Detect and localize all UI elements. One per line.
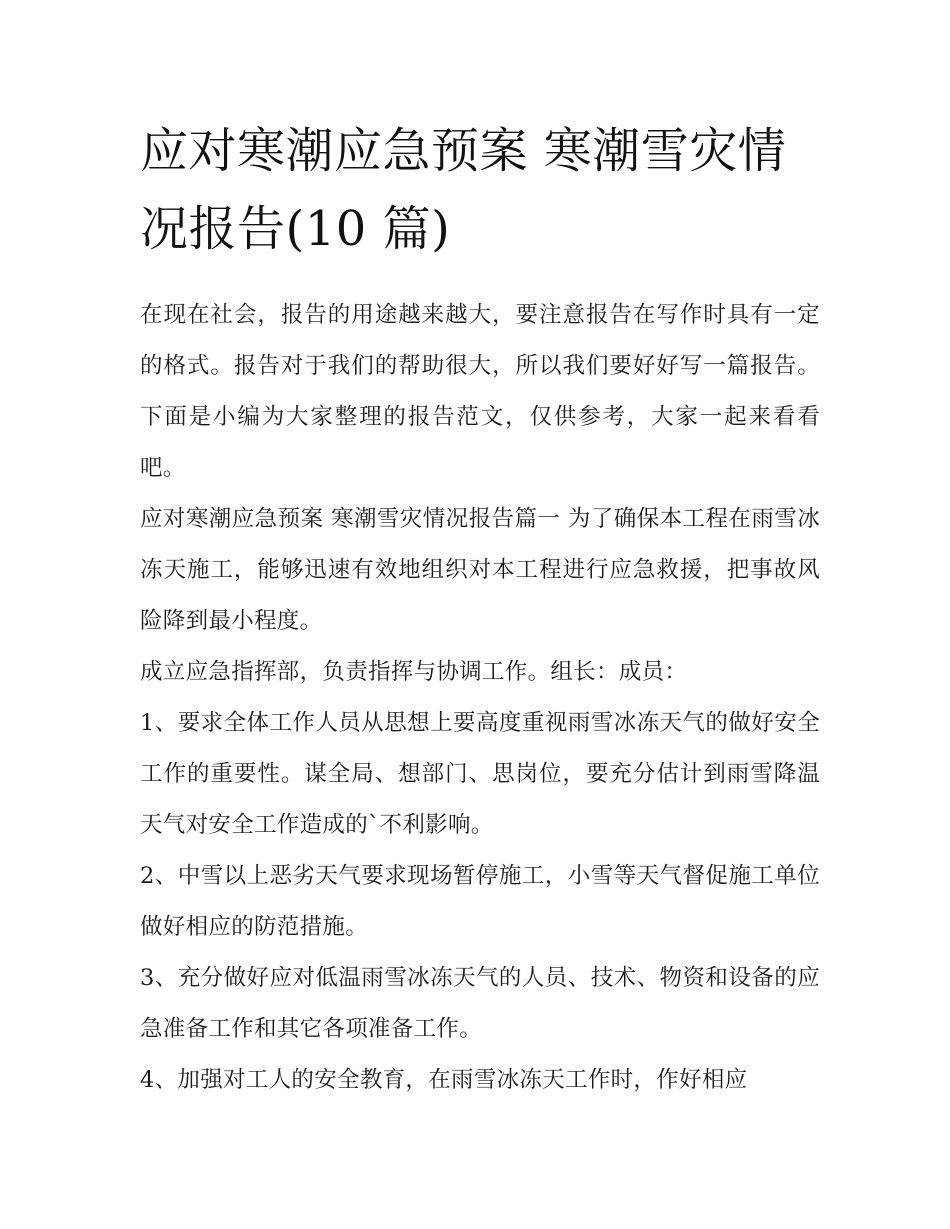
paragraph-command-team: 成立应急指挥部，负责指挥与协调工作。组长：成员： [140, 659, 688, 685]
document-content [140, 112, 820, 1106]
paragraph-section-one: 应对寒潮应急预案 寒潮雪灾情况报告篇一 为了确保本工程在雨雪冰冻天施工，能够迅速有效地组织对本工程进行应急救援，把事故风险降到最小程度。 [140, 506, 820, 634]
paragraph-item-1: 1、要求全体工作人员从思想上要高度重视雨雪冰冻天气的做好安全工作的重要性。谋全局、想部门、思岗位，要充分估计到雨雪降温天气对安全工作造成的`不利影响。 [140, 710, 820, 838]
paragraph-item-2: 2、中雪以上恶劣天气要求现场暂停施工，小雪等天气督促施工单位做好相应的防范措施。 [140, 863, 820, 940]
paragraph-item-4: 4、加强对工人的安全教育，在雨雪冰冻天工作时，作好相应 [140, 1067, 748, 1093]
paragraph-intro: 在现在社会，报告的用途越来越大，要注意报告在写作时具有一定的格式。报告对于我们的帮助很大，所以我们要好好写一篇报告。下面是小编为大家整理的报告范文，仅供参考，大家一起来看看吧。 [140, 302, 820, 481]
document-title: 应对寒潮应急预案 寒潮雪灾情况报告(10 篇) [140, 123, 787, 257]
paragraph-item-3: 3、充分做好应对低温雨雪冰冻天气的人员、技术、物资和设备的应急准备工作和其它各项准备工作。 [140, 965, 820, 1042]
